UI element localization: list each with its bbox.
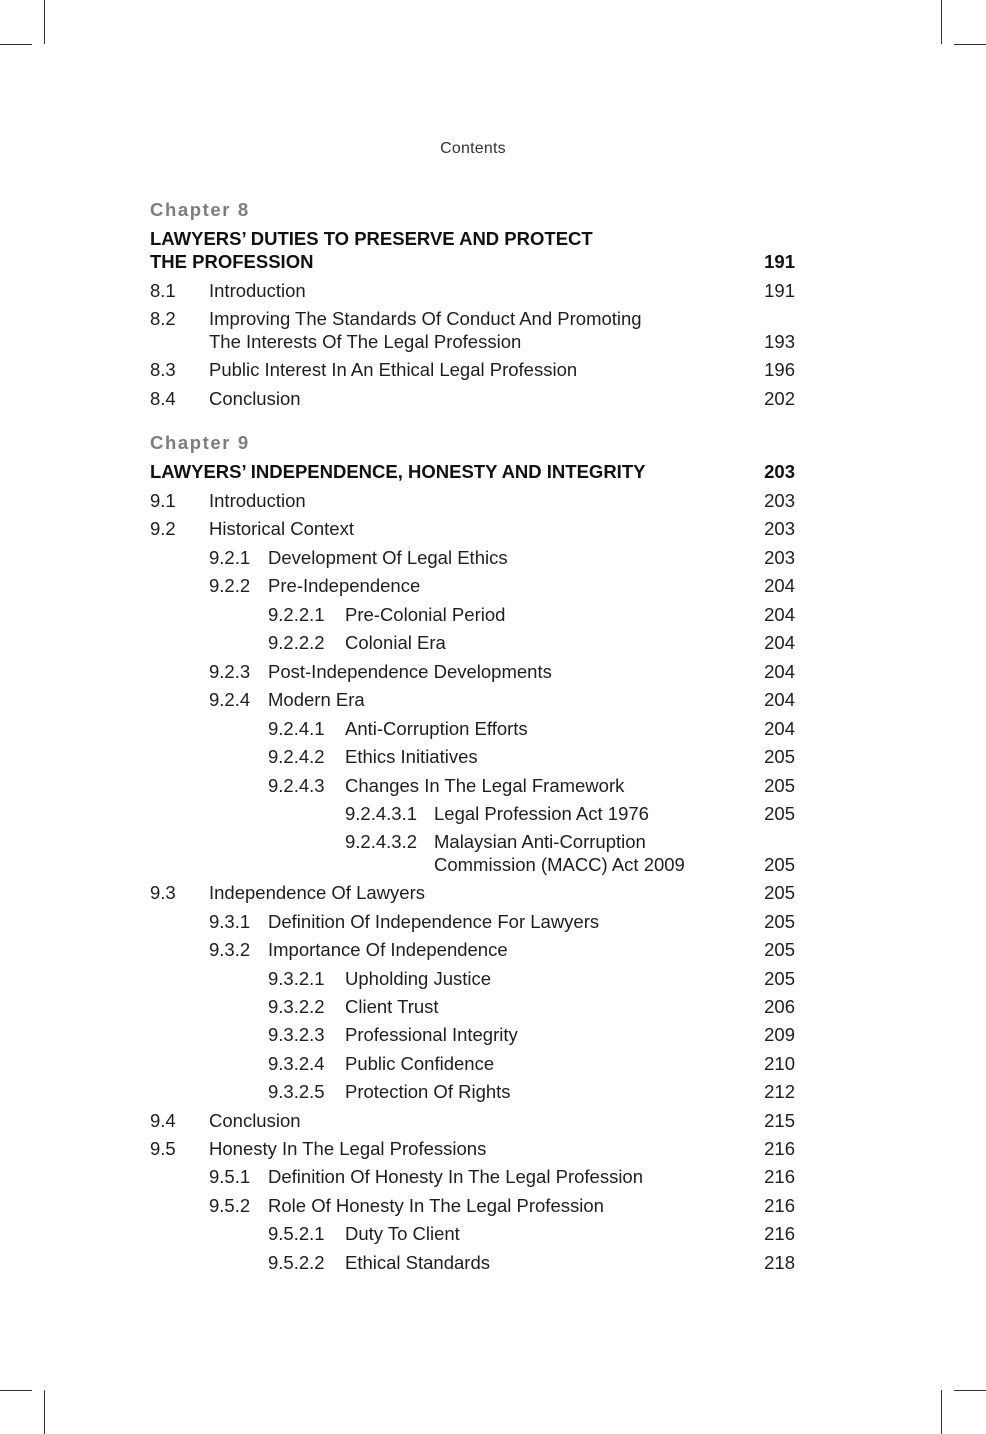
page-number: 196: [764, 359, 795, 380]
page-number: 216: [764, 1138, 795, 1159]
chapter-title-line: LAWYERS’ DUTIES TO PRESERVE AND PROTECT: [150, 228, 593, 249]
toc-entry[interactable]: [150, 1080, 795, 1103]
section-title: Colonial Era: [345, 632, 446, 653]
toc-entry[interactable]: [150, 881, 795, 904]
section-number: 9.5.1: [209, 1166, 251, 1187]
chapter-title[interactable]: [150, 227, 795, 273]
chapter-title-line: THE PROFESSION: [150, 251, 314, 272]
page-number: 216: [764, 1166, 795, 1187]
toc-entry[interactable]: [150, 1194, 795, 1217]
section-number: 9.3.2.2: [268, 996, 325, 1017]
section-number: 8.3: [150, 359, 176, 380]
section-number: 9.5: [150, 1138, 176, 1159]
toc-entry[interactable]: [150, 660, 795, 683]
section-number: 9.3.2: [209, 939, 251, 960]
toc-entry[interactable]: [150, 387, 795, 410]
page-number: 206: [764, 996, 795, 1017]
section-title: Protection Of Rights: [345, 1081, 511, 1102]
section-title: Modern Era: [268, 689, 365, 710]
page-number: 191: [764, 280, 795, 301]
page-number: 204: [764, 632, 795, 653]
section-title: Ethics Initiatives: [345, 746, 478, 767]
crop-mark: [0, 44, 32, 45]
section-title: Public Confidence: [345, 1053, 495, 1074]
toc-entry[interactable]: [150, 1052, 795, 1075]
crop-mark: [0, 1390, 32, 1391]
section-title: Ethical Standards: [345, 1252, 491, 1273]
section-title: Independence Of Lawyers: [209, 882, 425, 903]
toc-entry[interactable]: [150, 830, 795, 876]
page-number: 203: [764, 547, 795, 568]
toc-entry[interactable]: [150, 1165, 795, 1188]
section-number: 9.3.2.5: [268, 1081, 325, 1102]
section-title: Development Of Legal Ethics: [268, 547, 508, 568]
section-title: Post-Independence Developments: [268, 661, 552, 682]
toc-entry[interactable]: [150, 517, 795, 540]
section-title: Role Of Honesty In The Legal Profession: [268, 1195, 604, 1216]
page-number: 205: [764, 803, 795, 824]
page-number: 203: [764, 461, 795, 482]
section-number: 9.2.1: [209, 547, 251, 568]
page-number: 216: [764, 1223, 795, 1244]
chapter-label: Chapter 9: [150, 432, 250, 453]
running-head: Contents: [440, 140, 506, 157]
page-number: 218: [764, 1252, 795, 1273]
toc-entry[interactable]: [150, 1023, 795, 1046]
section-title: Duty To Client: [345, 1223, 460, 1244]
section-title: Pre-Colonial Period: [345, 604, 506, 625]
toc-entry[interactable]: [150, 802, 795, 825]
toc-entry[interactable]: [150, 631, 795, 654]
toc-entry[interactable]: [150, 1109, 795, 1132]
section-number: 8.1: [150, 280, 176, 301]
section-number: 9.2.4.2: [268, 746, 325, 767]
page-number: 204: [764, 575, 795, 596]
page-number: 204: [764, 718, 795, 739]
section-number: 9.5.2: [209, 1195, 251, 1216]
toc-entry[interactable]: [150, 717, 795, 740]
section-title: Legal Profession Act 1976: [434, 803, 649, 824]
toc-entry[interactable]: [150, 546, 795, 569]
section-title: Professional Integrity: [345, 1024, 518, 1045]
page-number: 205: [764, 854, 795, 875]
chapter-title[interactable]: [150, 460, 795, 483]
toc-entry[interactable]: [150, 1137, 795, 1160]
page-number: 215: [764, 1110, 795, 1131]
section-number: 9.3.1: [209, 911, 251, 932]
page-number: 193: [764, 331, 795, 352]
section-title: Malaysian Anti-Corruption: [434, 831, 646, 852]
page-number: 203: [764, 518, 795, 539]
page-number: 205: [764, 939, 795, 960]
toc-entry[interactable]: [150, 1222, 795, 1245]
toc-entry[interactable]: [150, 745, 795, 768]
chapter-label: Chapter 8: [150, 199, 250, 220]
section-title: Introduction: [209, 280, 306, 301]
section-title: Conclusion: [209, 1110, 301, 1131]
page-number: 203: [764, 490, 795, 511]
section-title: Public Interest In An Ethical Legal Profession: [209, 359, 578, 380]
section-title: Definition Of Honesty In The Legal Profession: [268, 1166, 644, 1187]
toc-entry[interactable]: [150, 774, 795, 797]
toc-entry[interactable]: [150, 489, 795, 512]
toc-entry[interactable]: [150, 307, 795, 353]
section-title: Improving The Standards Of Conduct And Promoting: [209, 308, 642, 329]
section-title: Definition Of Independence For Lawyers: [268, 911, 600, 932]
toc-entry[interactable]: [150, 967, 795, 990]
section-number: 9.4: [150, 1110, 176, 1131]
toc-entry[interactable]: [150, 938, 795, 961]
page-number: 216: [764, 1195, 795, 1216]
toc-entry[interactable]: [150, 279, 795, 302]
page-number: 204: [764, 604, 795, 625]
section-number: 8.4: [150, 388, 176, 409]
section-title: Upholding Justice: [345, 968, 492, 989]
crop-mark: [954, 44, 986, 45]
section-number: 9.3.2.3: [268, 1024, 325, 1045]
toc-entry[interactable]: [150, 995, 795, 1018]
page-number: 210: [764, 1053, 795, 1074]
section-number: 9.2: [150, 518, 176, 539]
section-number: 8.2: [150, 308, 176, 329]
page-number: 204: [764, 661, 795, 682]
section-number: 9.2.4.1: [268, 718, 325, 739]
section-title: Introduction: [209, 490, 306, 511]
section-number: 9.2.2.2: [268, 632, 325, 653]
chapter-title-line: LAWYERS’ INDEPENDENCE, HONESTY AND INTEGRITY: [150, 461, 646, 482]
page-number: 191: [764, 251, 795, 272]
toc-entry[interactable]: [150, 358, 795, 381]
section-title: Importance Of Independence: [268, 939, 508, 960]
section-number: 9.3.2.1: [268, 968, 325, 989]
page-number: 205: [764, 775, 795, 796]
toc-entry[interactable]: [150, 574, 795, 597]
toc-entry[interactable]: [150, 910, 795, 933]
section-title: Conclusion: [209, 388, 301, 409]
crop-mark: [954, 1390, 986, 1391]
toc-entry[interactable]: [150, 688, 795, 711]
section-number: 9.2.2: [209, 575, 251, 596]
section-title: Changes In The Legal Framework: [345, 775, 625, 796]
page-number: 205: [764, 968, 795, 989]
section-number: 9.2.4.3.1: [345, 803, 418, 824]
section-number: 9.3: [150, 882, 176, 903]
section-number: 9.2.4.3: [268, 775, 325, 796]
section-title: Client Trust: [345, 996, 439, 1017]
section-title: Historical Context: [209, 518, 354, 539]
page-number: 205: [764, 882, 795, 903]
crop-mark: [44, 0, 45, 44]
section-number: 9.5.2.1: [268, 1223, 325, 1244]
section-number: 9.2.4.3.2: [345, 831, 418, 852]
page-number: 202: [764, 388, 795, 409]
page-number: 205: [764, 746, 795, 767]
crop-mark: [941, 1390, 942, 1434]
section-title: Pre-Independence: [268, 575, 421, 596]
section-number: 9.2.4: [209, 689, 251, 710]
section-title-continued: Commission (MACC) Act 2009: [434, 854, 685, 875]
section-number: 9.1: [150, 490, 176, 511]
section-number: 9.5.2.2: [268, 1252, 325, 1273]
crop-mark: [44, 1390, 45, 1434]
section-title: Honesty In The Legal Professions: [209, 1138, 487, 1159]
toc-entry[interactable]: [150, 603, 795, 626]
section-number: 9.3.2.4: [268, 1053, 325, 1074]
toc-entry[interactable]: [150, 1251, 795, 1274]
page-number: 209: [764, 1024, 795, 1045]
page-number: 205: [764, 911, 795, 932]
page-number: 212: [764, 1081, 795, 1102]
section-title-continued: The Interests Of The Legal Profession: [209, 331, 522, 352]
section-number: 9.2.2.1: [268, 604, 325, 625]
section-title: Anti-Corruption Efforts: [345, 718, 528, 739]
section-number: 9.2.3: [209, 661, 251, 682]
crop-mark: [941, 0, 942, 44]
page-number: 204: [764, 689, 795, 710]
